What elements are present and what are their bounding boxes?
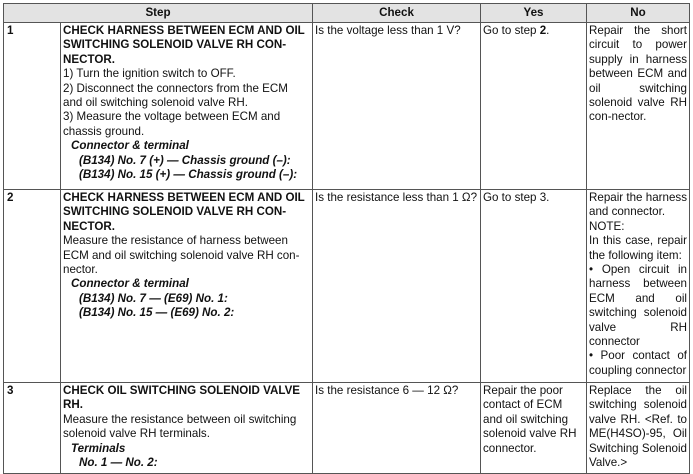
step-instruction: Measure the resistance between oil switching solenoid valve RH terminals. (63, 412, 297, 441)
table-row (4, 383, 690, 474)
note-item: • Open circuit in harness between ECM and oil switching solenoid valve RH connector (589, 263, 687, 349)
table-row (4, 190, 690, 383)
no-cell: Repair the short circuit to power supply in harness between ECM and oil switching solenoid valve RH con-nector. (587, 23, 690, 190)
step-number: 1 (4, 23, 61, 190)
step-cell (61, 190, 313, 383)
step-instruction: 2) Disconnect the connectors from the ECM and oil switching solenoid valve RH. (63, 81, 288, 110)
terminal-spec: (B134) No. 7 — (E69) No. 1: (79, 291, 228, 305)
step-heading: CHECK HARNESS BETWEEN ECM AND OIL SWITCHING SOLENOID VALVE RH CON-NECTOR. (63, 24, 305, 66)
yes-cell (481, 23, 587, 190)
step-heading: CHECK OIL SWITCHING SOLENOID VALVE RH. (63, 384, 301, 412)
step-heading: CHECK HARNESS BETWEEN ECM AND OIL SWITCHING SOLENOID VALVE RH CON-NECTOR. (63, 191, 305, 233)
yes-suffix: . (546, 24, 550, 37)
header-yes: Yes (481, 4, 587, 23)
diagnostic-table (3, 3, 690, 474)
terminal-spec: (B134) No. 15 (+) — Chassis ground (–): (79, 168, 298, 182)
check-cell: Is the voltage less than 1 V? (313, 23, 481, 190)
table-row (4, 23, 690, 190)
no-main-text: Repair the harness and connector. (589, 191, 687, 219)
table-header-row (4, 4, 690, 23)
terminal-spec: (B134) No. 7 (+) — Chassis ground (–): (79, 153, 291, 167)
header-no: No (587, 4, 690, 23)
check-cell: Is the resistance less than 1 Ω? (313, 190, 481, 383)
step-number: 3 (4, 383, 61, 474)
step-instruction: 1) Turn the ignition switch to OFF. (63, 67, 236, 81)
step-instruction: 3) Measure the voltage between ECM and chassis ground. (63, 110, 281, 138)
note-text: In this case, repair the following item: (589, 234, 687, 262)
step-instruction: Measure the resistance of harness between ECM and oil switching solenoid valve RH con-nector. (63, 234, 300, 277)
yes-cell: Go to step 3. (481, 190, 587, 383)
header-step: Step (4, 4, 313, 23)
step-cell (61, 383, 313, 474)
note-label: NOTE: (589, 219, 625, 233)
check-cell: Is the resistance 6 — 12 Ω? (313, 383, 481, 474)
no-cell: Replace the oil switching solenoid valve RH. <Ref. to ME(H4SO)-95, Oil Switching Solenoid Valve.> (587, 383, 690, 474)
no-cell (587, 190, 690, 383)
header-check: Check (313, 4, 481, 23)
connector-label: Connector & terminal (71, 277, 189, 291)
note-item: • Poor contact of coupling connector (589, 349, 687, 377)
step-cell (61, 23, 313, 190)
yes-step-link: 2 (539, 24, 547, 37)
yes-cell: Repair the poor contact of ECM and oil switching solenoid valve RH connector. (481, 383, 587, 474)
connector-label: Connector & terminal (71, 139, 189, 153)
terminal-spec: No. 1 — No. 2: (79, 456, 158, 470)
terminals-label: Terminals (71, 441, 126, 455)
terminal-spec: (B134) No. 15 — (E69) No. 2: (79, 306, 235, 320)
yes-text: Go to step (483, 24, 540, 37)
step-number: 2 (4, 190, 61, 383)
